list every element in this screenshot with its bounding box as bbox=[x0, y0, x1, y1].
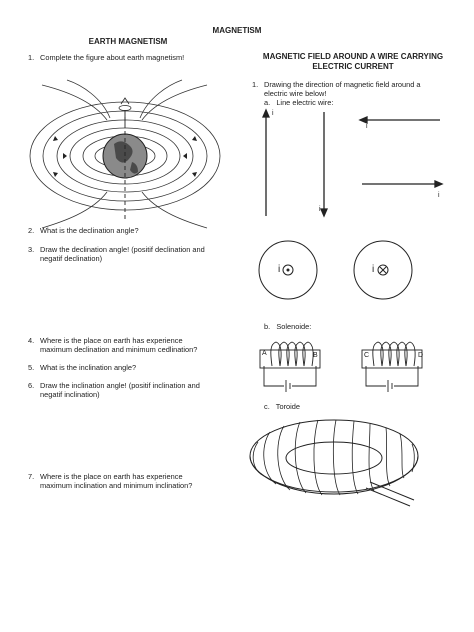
earth-magnetism-heading: EARTH MAGNETISM bbox=[88, 37, 168, 46]
question-number: 4. bbox=[28, 336, 35, 345]
question-text: Draw the declination angle! (positif declination and bbox=[40, 245, 205, 254]
question-number: 6. bbox=[28, 381, 35, 390]
question-text: negatif declination) bbox=[40, 254, 103, 263]
wire-field-heading bbox=[248, 52, 458, 72]
electric-wires-figure bbox=[258, 108, 458, 218]
solenoid-label-d: D bbox=[418, 352, 424, 359]
wire-cross-section-in bbox=[353, 240, 413, 300]
question-text: Where is the place on earth has experience bbox=[40, 336, 183, 345]
current-label: i bbox=[272, 110, 274, 117]
question-text: What is the inclination angle? bbox=[40, 363, 137, 372]
current-label: i bbox=[319, 206, 321, 213]
wire-field-heading-line2: ELECTRIC CURRENT bbox=[312, 62, 394, 71]
question-number: 1. bbox=[28, 53, 35, 62]
sub-question-a: a. Line electric wire: bbox=[264, 98, 334, 107]
document-title: MAGNETISM bbox=[212, 26, 262, 35]
sub-question-c: c. Toroide bbox=[264, 402, 301, 411]
question-text: What is the declination angle? bbox=[40, 226, 139, 235]
question-number: 5. bbox=[28, 363, 35, 372]
solenoid-label-a: A bbox=[262, 350, 267, 357]
circle-current-label: i bbox=[278, 264, 281, 275]
question-text: Complete the figure about earth magnetism! bbox=[40, 53, 185, 62]
question-text: Where is the place on earth has experience bbox=[40, 472, 183, 481]
question-text: maximum inclination and minimum inclination? bbox=[40, 481, 193, 490]
question-text: maximum declination and minimum cedlination? bbox=[40, 345, 198, 354]
question-text: Drawing the direction of magnetic field around a bbox=[264, 80, 421, 89]
wire-cross-section-out bbox=[258, 240, 318, 300]
current-label: i bbox=[366, 123, 368, 130]
question-number: 2. bbox=[28, 226, 35, 235]
solenoid-label-c: C bbox=[364, 352, 370, 359]
sub-question-b: b. Solenoide: bbox=[264, 322, 312, 331]
question-text: electric wire below! bbox=[264, 89, 327, 98]
question-number: 7. bbox=[28, 472, 35, 481]
question-number: 3. bbox=[28, 245, 35, 254]
solenoid-label-b: B bbox=[313, 352, 318, 359]
solenoid-figure-right bbox=[360, 336, 430, 396]
toroid-figure bbox=[246, 414, 421, 506]
circle-current-label: i bbox=[372, 264, 375, 275]
current-label: i bbox=[438, 192, 440, 199]
solenoid-figure-left bbox=[258, 336, 328, 396]
question-text: Draw the inclination angle! (positif inclination and bbox=[40, 381, 200, 390]
question-number: 1. bbox=[252, 80, 259, 89]
wire-field-heading-line1: MAGNETIC FIELD AROUND A WIRE CARRYING bbox=[262, 52, 444, 61]
question-text: negatif inclination) bbox=[40, 390, 100, 399]
earth-magnetism-figure bbox=[22, 80, 222, 230]
